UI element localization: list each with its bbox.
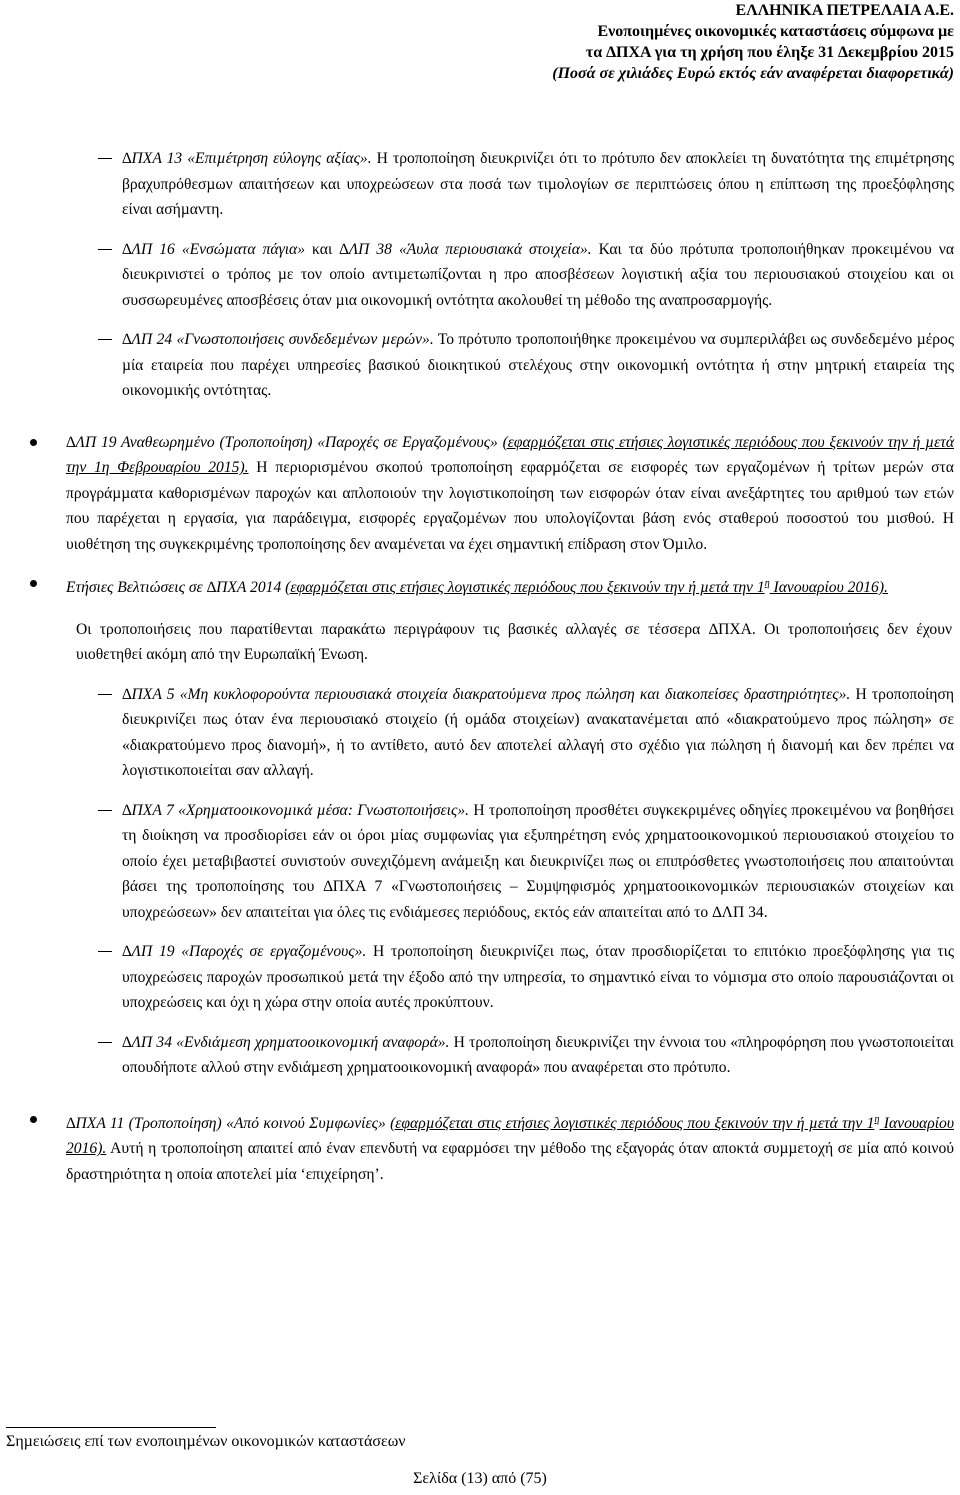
header-line-4: (Ποσά σε χιλιάδες Ευρώ εκτός εάν αναφέρεται διαφορετικά) <box>552 65 954 82</box>
item-title-2: ∆ΛΠ 38 «Άυλα περιουσιακά στοιχεία». <box>339 240 592 258</box>
item-text: Το πρότυπο τροποποιήθηκε προκειµένου να συµπεριλάβει ως συνδεδεµένο µέρος µία εταιρεία που παρέχει υπηρεσίες βασικού διοικητικού στελέχους στην οικονοµική οντότητα ή στην µητρική εταιρεία της οικονοµικής οντότητας. <box>122 331 954 399</box>
footer-note: Σηµειώσεις επί των ενοποιηµένων οικονοµικών καταστάσεων <box>6 1433 406 1450</box>
item-title: ∆ΠΧΑ 11 (Τροποποίηση) «Από κοινού Συµφωνίες» <box>66 1114 391 1132</box>
item-connector: και <box>305 240 340 258</box>
footer-divider <box>6 1427 216 1428</box>
dash-item-ifrs7 <box>0 798 960 926</box>
page-number: Σελίδα (13) από (75) <box>413 1470 547 1487</box>
bullet-item-ias19-revised <box>0 430 960 558</box>
page-header <box>314 0 954 84</box>
item-text: Η τροποποίηση διευκρινίζει ότι το πρότυπο δεν αποκλείει τη δυνατότητα της επιµέτρησης βραχυπρόθεσµων απαιτήσεων και υποχρεώσεων στα ποσά των τιµολογίων σε περιπτώσεις όπου η επίπτωση της προεξόφλησης είναι ασήµαντη. <box>122 150 955 218</box>
item-effective-date: (εφαρµόζεται στις ετήσιες λογιστικές περιόδους που ξεκινούν την ή µετά την 1η Φεβρουαρίου 2015). <box>66 433 954 476</box>
item-title: ∆ΛΠ 34 «Ενδιάµεση χρηµατοοικονοµική αναφορά». <box>122 1033 450 1051</box>
item-effective-date-end: Ιανουαρίου 2016). <box>66 1114 955 1158</box>
item-effective-date: (εφαρµόζεται στις ετήσιες λογιστικές περιόδους που ξεκινούν την ή µετά την 1 <box>285 579 765 597</box>
bullet-item-ifrs11 <box>0 1107 960 1188</box>
item-text: Αυτή η τροποποίηση απαιτεί από έναν επενδυτή να εφαρµόσει την µέθοδο της εξαγοράς όταν αποκτά συµµετοχή σε µία από κοινού δραστηριότητα η οποία αποτελεί µία ‘επιχείρηση’. <box>66 1140 954 1183</box>
document-body <box>0 146 960 1187</box>
item-text: Η τροποποίηση διευκρινίζει πως, όταν προσδιορίζεται το επιτόκιο προεξόφλησης για τις υποχρεώσεις παροχών προσωπικού µετά την έξοδο από την υπηρεσία, το σηµαντικό είναι το νόµισµα στο οποίο παρουσιάζονται οι υποχρεώσεις και όχι η χώρα στην οποία αυτές προκύπτουν. <box>122 943 954 1012</box>
item-title: ∆ΛΠ 16 «Ενσώµατα πάγια» <box>122 240 306 258</box>
item-text: Η τροποποίηση διευκρινίζει την έννοια του «πληροφόρηση που γνωστοποιείται οπουδήποτε αλλού στην ενδιάµεση χρηµατοοικονοµική αναφορά» που αναφέρεται στο πρότυπο. <box>122 1033 954 1077</box>
item-title: ∆ΛΠ 19 Αναθεωρηµένο (Τροποποίηση) «Παροχές σε Εργαζοµένους» <box>66 433 503 451</box>
item-title: ∆ΠΧΑ 13 «Επιµέτρηση εύλογης αξίας». <box>122 150 372 167</box>
header-line-2: Ενοποιηµένες οικονοµικές καταστάσεις σύµφωνα µε <box>597 23 954 40</box>
company-name: ΕΛΛΗΝΙΚΑ ΠΕΤΡΕΛΑΙΑ Α.Ε. <box>735 2 954 19</box>
item-text: Η τροποποίηση προσθέτει συγκεκριµένες οδηγίες προκειµένου να βοηθήσει τη διοίκηση να προσδιορίσει εάν οι όροι µίας συµφωνίας για εξυπηρέτηση ενός χρηµατοοικονοµικού περιουσιακού στοιχείου το οποίο έχει µεταβιβαστεί συνιστούν συνεχιζόµενη ανάµειξη και διευκρινίζει πως οι επιπρόσθετες γνωστοποιήσεις που απαιτούνται βάσει της τροποποίησης του ∆ΠΧΑ 7 «Γνωστοποιήσεις – Συµψηφισµός χρηµατοοικονοµικών περιουσιακών στοιχείων και υποχρεώσεων» δεν απαιτείται για όλες τις ενδιάµεσες περιόδους, εκτός εάν απαιτείται από το ∆ΛΠ 34. <box>122 801 955 921</box>
item-title: ∆ΛΠ 24 «Γνωστοποιήσεις συνδεδεµένων µερών». <box>122 331 434 348</box>
item-title: Ετήσιες Βελτιώσεις σε ∆ΠΧΑ 2014 <box>66 579 286 597</box>
item-text: Η τροποποίηση διευκρινίζει πως όταν ένα περιουσιακό στοιχείο (ή οµάδα στοιχείων) ανακατανέµεται από «διακρατούµενο προς πώληση» σε «διακρατούµενο προς διανοµή», ή το αντίθετο, αυτό δεν αποτελεί αλλαγή στο σχέδιο για πώληση ή διανοµή και δεν πρέπει να λογιστικοποιείται σαν αλλαγή. <box>122 685 955 780</box>
superscript: η <box>874 1113 880 1125</box>
item-effective-date: (εφαρµόζεται στις ετήσιες λογιστικές περιόδους που ξεκινούν την ή µετά την 1 <box>390 1114 875 1132</box>
superscript: η <box>764 578 770 589</box>
dash-item-ias19 <box>0 939 960 1016</box>
item-title: ∆ΠΧΑ 5 «Μη κυκλοφορούντα περιουσιακά στοιχεία διακρατούµενα προς πώληση και διακοπείσες δραστηριότητες». <box>122 685 851 703</box>
item-title: ∆ΠΧΑ 7 «Χρηµατοοικονοµικά µέσα: Γνωστοποιήσεις». <box>122 801 470 819</box>
dash-item-ifrs13 <box>0 146 960 223</box>
intro-paragraph: Οι τροποποιήσεις που παρατίθενται παρακάτω περιγράφουν τις βασικές αλλαγές σε τέσσερα ∆ΠΧΑ. Οι τροποποιήσεις δεν έχουν υιοθετηθεί ακόµη από την Ευρωπαϊκή Ένωση. <box>76 620 952 664</box>
bullet-item-annual-improvements <box>0 571 960 601</box>
dash-item-ifrs5 <box>0 682 960 784</box>
item-title: ∆ΛΠ 19 «Παροχές σε εργαζοµένους». <box>122 943 367 961</box>
item-effective-date-end: Ιανουαρίου 2016). <box>769 579 888 597</box>
dash-item-ias34 <box>0 1030 960 1081</box>
header-line-3: τα ∆ΠΧΑ για τη χρήση που έληξε 31 ∆εκεµβρίου 2015 <box>585 44 954 61</box>
dash-item-ias24 <box>0 327 960 404</box>
item-text: Η περιορισµένου σκοπού τροποποίηση εφαρµόζεται σε εισφορές των εργαζοµένων ή τρίτων µερών στα προγράµµατα καθορισµένων παροχών και απλοποιούν την λογιστικοποίηση των εισφορών όταν είναι ανεξάρτητες του αριθµού των ετών που παρέχεται η εργασία, για παράδειγµα, εισφορές εργαζοµένων που υπολογίζονται βάση ενός σταθερού ποσοστού του µισθού. Η υιοθέτηση της συγκεκριµένης τροποποίησης δεν αναµένεται να έχει σηµαντική επίδραση στον Όµιλο. <box>66 459 954 553</box>
dash-item-ias16-38 <box>0 237 960 314</box>
item-text: Και τα δύο πρότυπα τροποποιήθηκαν προκειµένου να διευκρινιστεί ο τρόπος µε τον οποίο αντιµετωπίζονται η προ αποσβέσεων λογιστική αξία του περιουσιακού στοιχείου και οι συσσωρευµένες αποσβέσεις όταν µια οικονοµική οντότητα ακολουθεί τη µέθοδο της αναπροσαρµογής. <box>122 240 954 309</box>
